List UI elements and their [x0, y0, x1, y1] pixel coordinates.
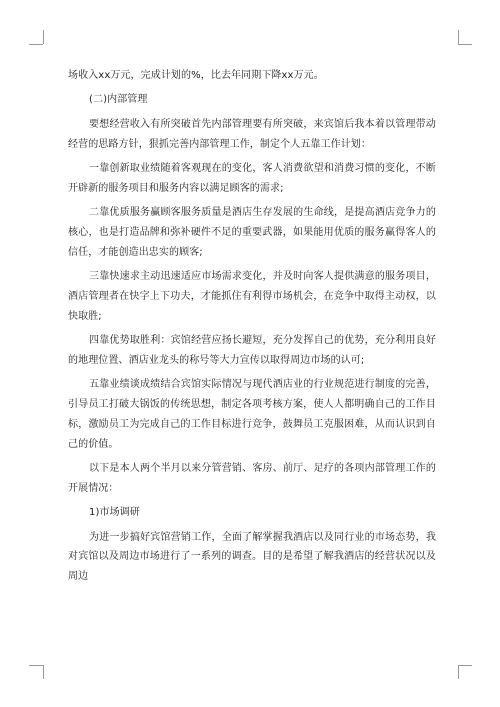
paragraph: 四靠优势取胜利：宾馆经营应扬长避短，充分发挥自己的优势，充分利用良好的地理位置、酒店业龙头的称号等大力宣传以取得周边市场的认可; [68, 335, 436, 366]
paragraph: 五靠业绩谈成绩结合宾馆实际情况与现代酒店业的行业规范进行制度的完善，引导员工打破大锅饭的传统思想，制定各项考核方案，使人人都明确自己的工作目标，激励员工为完成自己的工作目标进行竞争，鼓舞员工克服困难，从而认识到自己的价值。 [68, 379, 436, 450]
crop-mark-bottom-left-h [29, 665, 43, 666]
paragraph: 二靠优质服务赢顾客服务质量是酒店生存发展的生命线，是提高酒店竞争力的核心，也是打造品牌和弥补硬件不足的重要武器，如果能用优质的服务赢得客人的信任，才能创造出忠实的顾客; [68, 207, 436, 258]
crop-mark-bottom-right-h [458, 665, 472, 666]
crop-mark-top-left-h [29, 44, 43, 45]
crop-mark-top-left-v [43, 30, 44, 44]
subsection-heading: 1)市场调研 [89, 507, 140, 519]
section-heading: (二)内部管理 [89, 94, 148, 106]
paragraph: 以下是本人两个半月以来分管营销、客房、前厅、足疗的各项内部管理工作的开展情况： [68, 463, 436, 494]
crop-mark-bottom-right-v [458, 665, 459, 679]
paragraph: 要想经营收入有所突破首先内部管理要有所突破，来宾馆后我本着以管理带动经营的思路方针，狠抓完善内部管理工作，制定个人五靠工作计划： [68, 118, 436, 150]
document-body [68, 66, 436, 592]
paragraph: 一靠创新取业绩随着客观现在的变化，客人消费欲望和消费习惯的变化，不断开辟新的服务项目和服务内容以满足顾客的需求; [68, 162, 436, 194]
crop-mark-bottom-left-v [43, 665, 44, 679]
paragraph: 三靠快速求主动迅速适应市场需求变化，并及时向客人提供满意的服务项目，酒店管理者在快字上下功夫，才能抓住有利得市场机会，在竞争中取得主动权，以快取胜; [68, 271, 436, 322]
crop-mark-top-right-v [458, 30, 459, 44]
crop-mark-top-right-h [458, 44, 472, 45]
paragraph: 为进一步搞好宾馆营销工作，全面了解掌握我酒店以及同行业的市场态势，我对宾馆以及周边市场进行了一系列的调查。目的是希望了解我酒店的经营状况以及周边 [68, 531, 436, 583]
paragraph: 场收入xx万元，完成计划的%，比去年同期下降xx万元。 [68, 70, 324, 81]
